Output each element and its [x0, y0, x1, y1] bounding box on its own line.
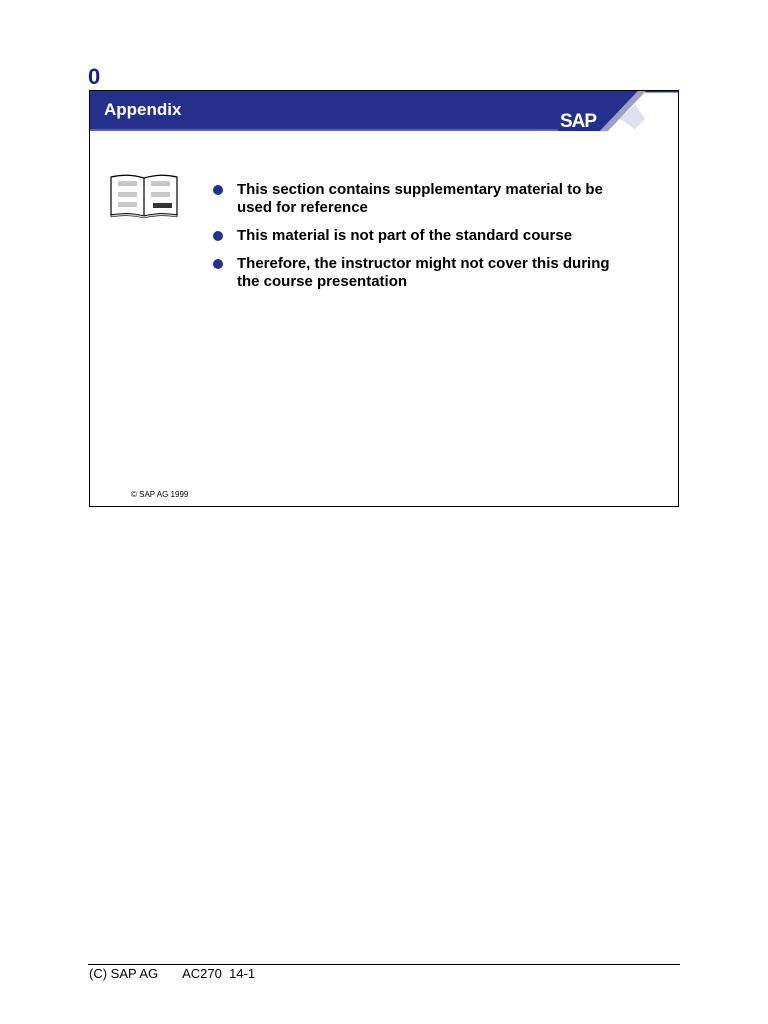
list-item	[210, 255, 630, 291]
bullet-icon	[213, 259, 223, 269]
sap-logo-text: SAP	[560, 111, 597, 131]
list-item	[210, 181, 630, 217]
bullet-text: This material is not part of the standard course	[237, 227, 573, 244]
list-item	[210, 227, 630, 245]
bullet-text: Therefore, the instructor might not cover this during the course presentation	[237, 255, 610, 290]
footer-divider	[88, 964, 680, 965]
slide-title: Appendix	[104, 100, 182, 119]
page-number: 0	[88, 64, 101, 89]
slide	[89, 90, 679, 507]
book-icon	[109, 173, 179, 219]
slide-copyright: © SAP AG 1999	[131, 490, 189, 499]
bullet-list	[210, 181, 630, 301]
bullet-text: This section contains supplementary material to be used for reference	[237, 181, 603, 216]
footer-company: (C) SAP AG	[89, 966, 159, 981]
page-footer	[89, 966, 255, 981]
bullet-icon	[213, 185, 223, 195]
footer-course: AC270 14-1	[182, 966, 256, 981]
bullet-icon	[213, 231, 223, 241]
title-bar	[90, 91, 678, 131]
